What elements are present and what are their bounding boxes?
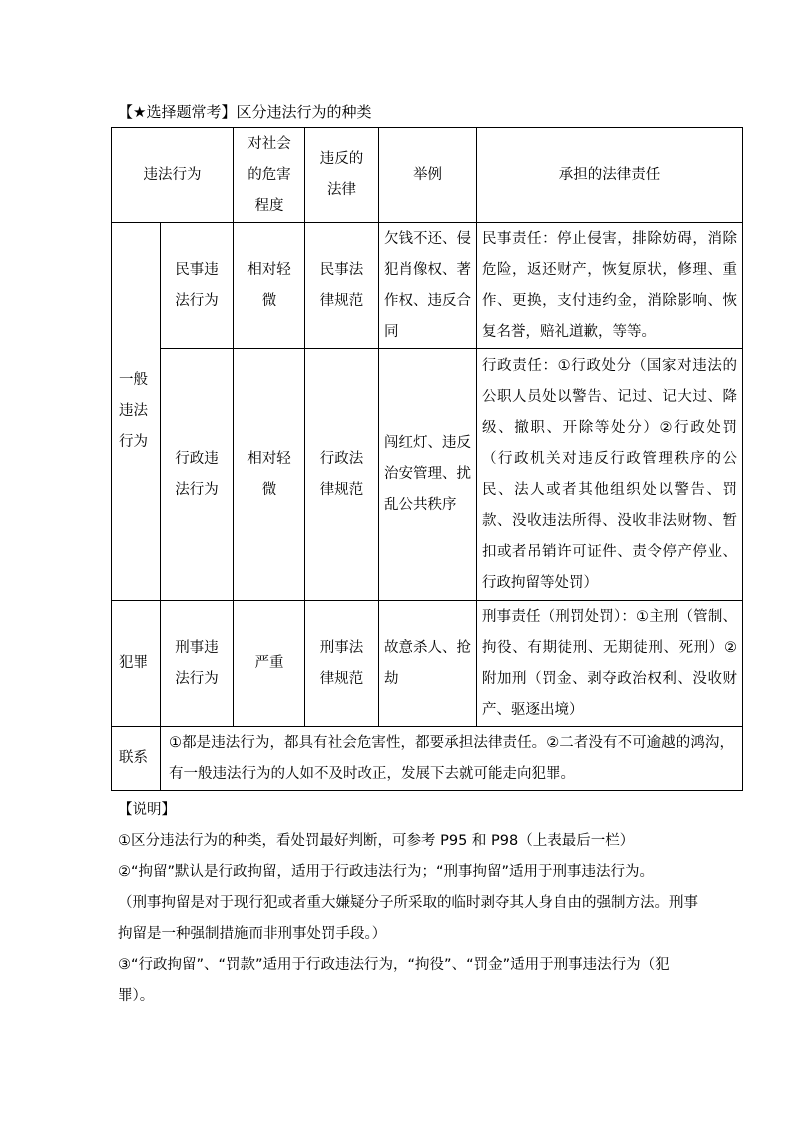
- header-harm: 对社会的危害程度: [234, 128, 305, 223]
- note-2-detail: （刑事拘留是对于现行犯或者重大嫌疑分子所采取的临时剥夺其人身自由的强制方法。刑事拘留是一种强制措施而非刑事处罚手段。）: [118, 895, 698, 942]
- link-text: ①都是违法行为，都具有社会危害性，都要承担法律责任。②二者没有不可逾越的鸿沟，有一般违法行为的人如不及时改正，发展下去就可能走向犯罪。: [161, 727, 743, 791]
- note-3: ③“行政拘留”、“罚款”适用于行政违法行为，“拘役”、“罚金”适用于刑事违法行为（犯罪）。: [118, 957, 670, 1004]
- liability-crime: 刑事责任（刑罚处罚）：①主刑（管制、拘役、有期徒刑、无期徒刑、死刑）②附加刑（罚金、剥夺政治权利、没收财产、驱逐出境）: [477, 601, 743, 727]
- group-general: 一般违法行为: [112, 223, 161, 601]
- liability-civil: 民事责任：停止侵害，排除妨碍，消除危险，返还财产，恢复原状，修理、重作、更换，支付违约金，消除影响、恢复名誉，赔礼道歉，等等。: [477, 223, 743, 349]
- liability-admin: 行政责任：①行政处分（国家对违法的公职人员处以警告、记过、记大过、降级、撤职、开除等处分）②行政处罚（行政机关对违反行政管理秩序的公民、法人或者其他组织处以警告、罚款、没收违法所得、没收非法财物、暂扣或者吊销许可证件、责令停产停业、行政拘留等处罚）: [477, 349, 743, 601]
- page-title: 【★选择题常考】区分违法行为的种类: [118, 103, 372, 121]
- example-admin: 闯红灯、违反治安管理、扰乱公共秩序: [379, 349, 477, 601]
- type-crime: 刑事违法行为: [161, 601, 234, 727]
- group-crime: 犯罪: [112, 601, 161, 727]
- header-law: 违反的法律: [305, 128, 379, 223]
- example-civil: 欠钱不还、侵犯肖像权、著作权、违反合同: [379, 223, 477, 349]
- header-example: 举例: [379, 128, 477, 223]
- harm-civil: 相对轻微: [234, 223, 305, 349]
- law-civil: 民事法律规范: [305, 223, 379, 349]
- header-row: [112, 128, 743, 223]
- law-crime: 刑事法律规范: [305, 601, 379, 727]
- harm-admin: 相对轻微: [234, 349, 305, 601]
- type-admin: 行政违法行为: [161, 349, 234, 601]
- harm-crime: 严重: [234, 601, 305, 727]
- note-2: ②“拘留”默认是行政拘留，适用于行政违法行为；“刑事拘留”适用于刑事违法行为。: [118, 864, 655, 880]
- table-row-link: [112, 727, 743, 791]
- example-crime: 故意杀人、抢劫: [379, 601, 477, 727]
- law-admin: 行政法律规范: [305, 349, 379, 601]
- table-row-admin: [112, 349, 743, 601]
- table-row-crime: [112, 601, 743, 727]
- note-1: ①区分违法行为的种类，看处罚最好判断，可参考 P95 和 P98（上表最后一栏）: [118, 833, 635, 849]
- header-type: 违法行为: [112, 128, 234, 223]
- notes-heading: 【说明】: [118, 802, 176, 818]
- violation-types-table: [111, 127, 743, 791]
- type-civil: 民事违法行为: [161, 223, 234, 349]
- link-label: 联系: [112, 727, 161, 791]
- notes-section: [118, 795, 698, 1012]
- table-row-civil: [112, 223, 743, 349]
- header-liability: 承担的法律责任: [477, 128, 743, 223]
